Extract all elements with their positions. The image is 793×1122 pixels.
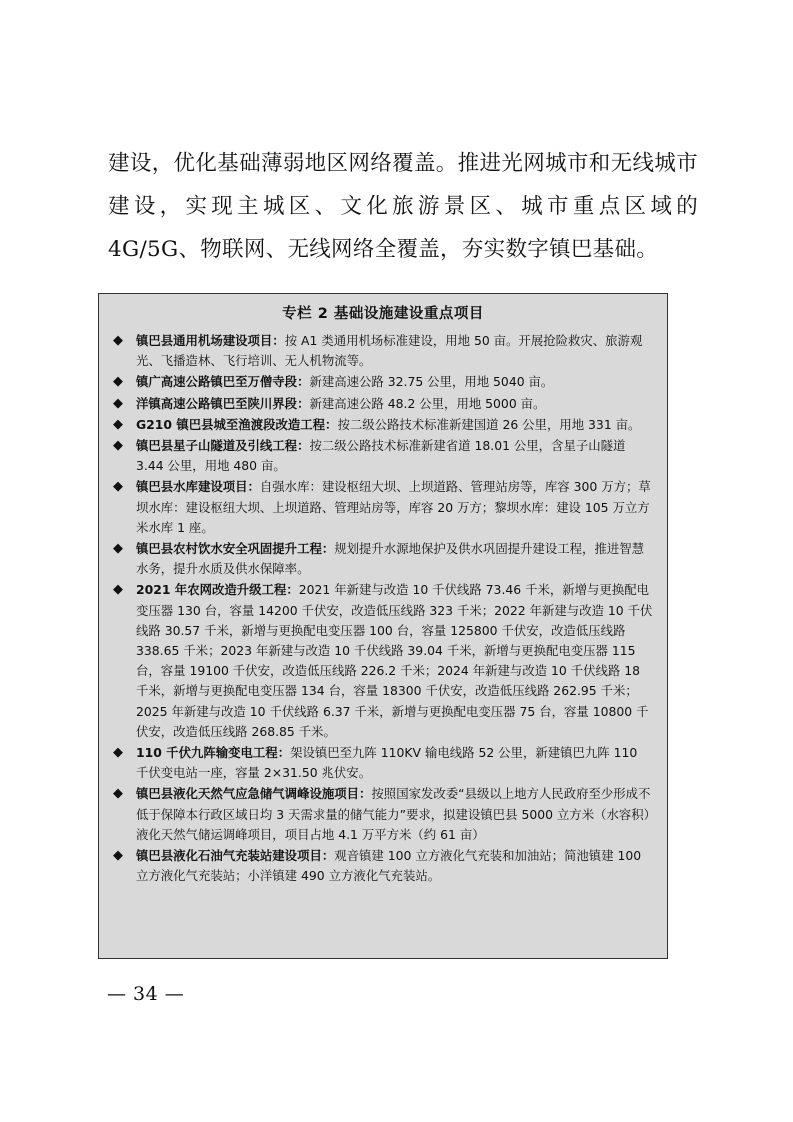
diamond-bullet-icon: ◆	[113, 745, 123, 761]
list-item	[113, 394, 653, 414]
item-heading: 110 千伏九阵输变电工程：	[136, 745, 291, 761]
item-heading: G210 镇巴县城至渔渡段改造工程：	[136, 416, 338, 432]
item-heading: 洋镇高速公路镇巴至陕川界段：	[136, 395, 310, 411]
list-item	[113, 846, 653, 886]
item-heading: 镇巴县通用机场建设项目：	[136, 333, 285, 348]
page-number: — 34 —	[107, 983, 185, 1005]
list-item	[113, 743, 653, 783]
diamond-bullet-icon: ◆	[113, 374, 123, 390]
diamond-bullet-icon: ◆	[113, 786, 123, 802]
list-item	[113, 784, 653, 845]
item-body: 按 A1 类通用机场标准建设，用地 50 亩。开展抢险救灾、旅游观光、飞播造林、飞行培训、无人机物流等。	[136, 333, 643, 369]
item-body: 按二级公路技术标准新建省道 18.01 公里，含星子山隧道 3.44 公里，用地 480 亩。	[136, 438, 626, 474]
project-list	[113, 331, 653, 886]
item-heading: 镇巴县农村饮水安全巩固提升工程：	[136, 541, 335, 557]
item-body: 自强水库：建设枢纽大坝、上坝道路、管理站房等，库容 300 万方；草坝水库：建设枢纽大坝、上坝道路、管理站房等，库容 20 万方；黎坝水库：建设 105 万立方米水库 1 座。	[136, 479, 651, 535]
item-heading: 镇巴县水库建设项目：	[136, 479, 260, 495]
box-title: 专栏 2 基础设施建设重点项目	[282, 306, 484, 322]
diamond-bullet-icon: ◆	[113, 395, 123, 411]
item-heading: 2021 年农网改造升级工程：	[136, 582, 299, 598]
diamond-bullet-icon: ◆	[113, 479, 123, 495]
diamond-bullet-icon: ◆	[113, 541, 123, 557]
list-item	[113, 436, 653, 476]
item-body: 按照国家发改委“县级以上地方人民政府至少形成不低于保障本行政区域日均 3 天需求量的储气能力”要求，拟建设镇巴县 5000 立方米（水容积）液化天然气储运调峰项目，项目占地 4.1 万平方米（约 61 亩）	[136, 786, 651, 842]
diamond-bullet-icon: ◆	[113, 438, 123, 454]
diamond-bullet-icon: ◆	[113, 333, 123, 348]
item-body: 架设镇巴至九阵 110KV 输电线路 52 公里，新建镇巴九阵 110 千伏变电站一座，容量 2×31.50 兆伏安。	[136, 745, 638, 781]
item-heading: 镇巴县液化天然气应急储气调峰设施项目：	[136, 786, 372, 802]
item-body: 新建高速公路 32.75 公里，用地 5040 亩。	[309, 374, 554, 390]
item-heading: 镇巴县星子山隧道及引线工程：	[136, 438, 310, 454]
item-body: 2021 年新建与改造 10 千伏线路 73.46 千米，新增与更换配电变压器 130 台，容量 14200 千伏安，改造低压线路 323 千米；2022 年新建与改造 10 千伏线路 30.57 千米，新增与更换配电变压器 100 台，容量 125800 千伏安，改造低压线路 338.65 千米；2023 年新建与改造 10 千伏线路 39.04 千米，新增与更换配电变压器 115 台，容量 19100 千伏安，改造低压线路 226.2 千米；2024 年新建与改造 10 千伏线路 18 千米，新增与更换配电变压器 134 台，容量 18300 千伏安，改造低压线路 262.95 千米；2025 年新建与改造 10 千伏线路 6.37 千米，新增与更换配电变压器 75 台，容量 10800 千伏安，改造低压线路 268.85 千米。	[136, 582, 653, 739]
diamond-bullet-icon: ◆	[113, 848, 123, 864]
feature-box	[98, 293, 668, 959]
item-heading: 镇广高速公路镇巴至万僧寺段：	[136, 374, 310, 390]
diamond-bullet-icon: ◆	[113, 582, 123, 598]
list-item	[113, 477, 653, 538]
list-item	[113, 415, 653, 435]
list-item	[113, 539, 653, 579]
item-body: 观音镇建 100 立方液化气充装和加油站；简池镇建 100 立方液化气充装站；小洋镇建 490 立方液化气充装站。	[136, 848, 642, 884]
item-body: 规划提升水源地保护及供水巩固提升建设工程，推进智慧水务，提升水质及供水保障率。	[136, 541, 645, 577]
intro-paragraph	[108, 142, 698, 271]
item-body: 新建高速公路 48.2 公里，用地 5000 亩。	[309, 395, 546, 411]
list-item	[113, 331, 653, 371]
intro-text: 建设，优化基础薄弱地区网络覆盖。推进光网城市和无线城市建设，实现主城区、文化旅游景区、城市重点区域的4G/5G、物联网、无线网络全覆盖，夯实数字镇巴基础。	[108, 151, 698, 262]
list-item	[113, 580, 653, 742]
item-body: 按二级公路技术标准新建国道 26 公里，用地 331 亩。	[337, 416, 641, 432]
list-item	[113, 372, 653, 392]
diamond-bullet-icon: ◆	[113, 416, 123, 432]
item-heading: 镇巴县液化石油气充装站建设项目：	[136, 848, 335, 864]
